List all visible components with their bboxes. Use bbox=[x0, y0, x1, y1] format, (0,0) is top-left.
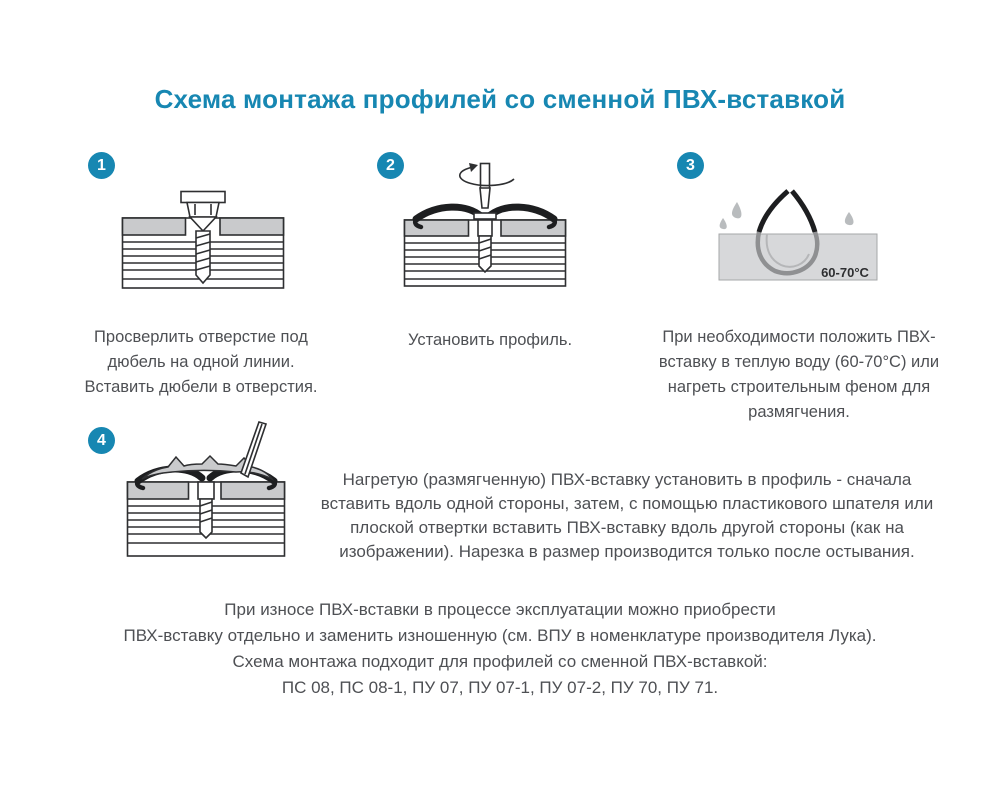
step-2-number-badge: 2 bbox=[377, 152, 404, 179]
step-4-insert-install-illustration bbox=[126, 420, 286, 558]
step-3-number-badge: 3 bbox=[677, 152, 704, 179]
footer-line: Схема монтажа подходит для профилей со сменной ПВХ-вставкой: bbox=[232, 652, 768, 671]
footer-line: ПС 08, ПС 08-1, ПУ 07, ПУ 07-1, ПУ 07-2, ПУ 70, ПУ 71. bbox=[281, 678, 719, 697]
step-3-caption: При необходимости положить ПВХ-вставку в теплую воду (60-70°C) или нагреть строительным феном для размягчения. bbox=[658, 328, 940, 421]
floor-cross-section bbox=[128, 482, 285, 556]
screwdriver bbox=[460, 163, 514, 208]
footer-note bbox=[0, 597, 1000, 701]
footer-line: При износе ПВХ-вставки в процессе эксплуатации можно приобрести bbox=[224, 600, 776, 619]
step-4-number-badge: 4 bbox=[88, 427, 115, 454]
step-1-number-badge: 1 bbox=[88, 152, 115, 179]
water-droplets bbox=[720, 202, 854, 229]
page-title: Схема монтажа профилей со сменной ПВХ-вставкой bbox=[154, 84, 846, 114]
step-4-caption: Нагретую (размягченную) ПВХ-вставку установить в профиль - сначала вставить вдоль одной стороны, затем, с помощью пластикового шпателя или плоской отвертки вставить ПВХ-вставку вдоль другой стороны (как на изображении). Нарезка в размер производится только после остывания. bbox=[320, 470, 934, 561]
step-3-warm-water-illustration bbox=[697, 186, 883, 286]
step-1-caption: Просверлить отверстие под дюбель на одной линии. Вставить дюбели в отверстия. bbox=[84, 328, 318, 396]
water-temperature-label: 60-70°C bbox=[821, 265, 869, 280]
footer-line: ПВХ-вставку отдельно и заменить изношенную (см. ВПУ в номенклатуре производителя Лука). bbox=[123, 626, 877, 645]
step-2-caption: Установить профиль. bbox=[407, 331, 573, 349]
step-1-drill-dowel-illustration bbox=[121, 190, 285, 290]
step-2-profile-install-illustration bbox=[403, 162, 567, 288]
